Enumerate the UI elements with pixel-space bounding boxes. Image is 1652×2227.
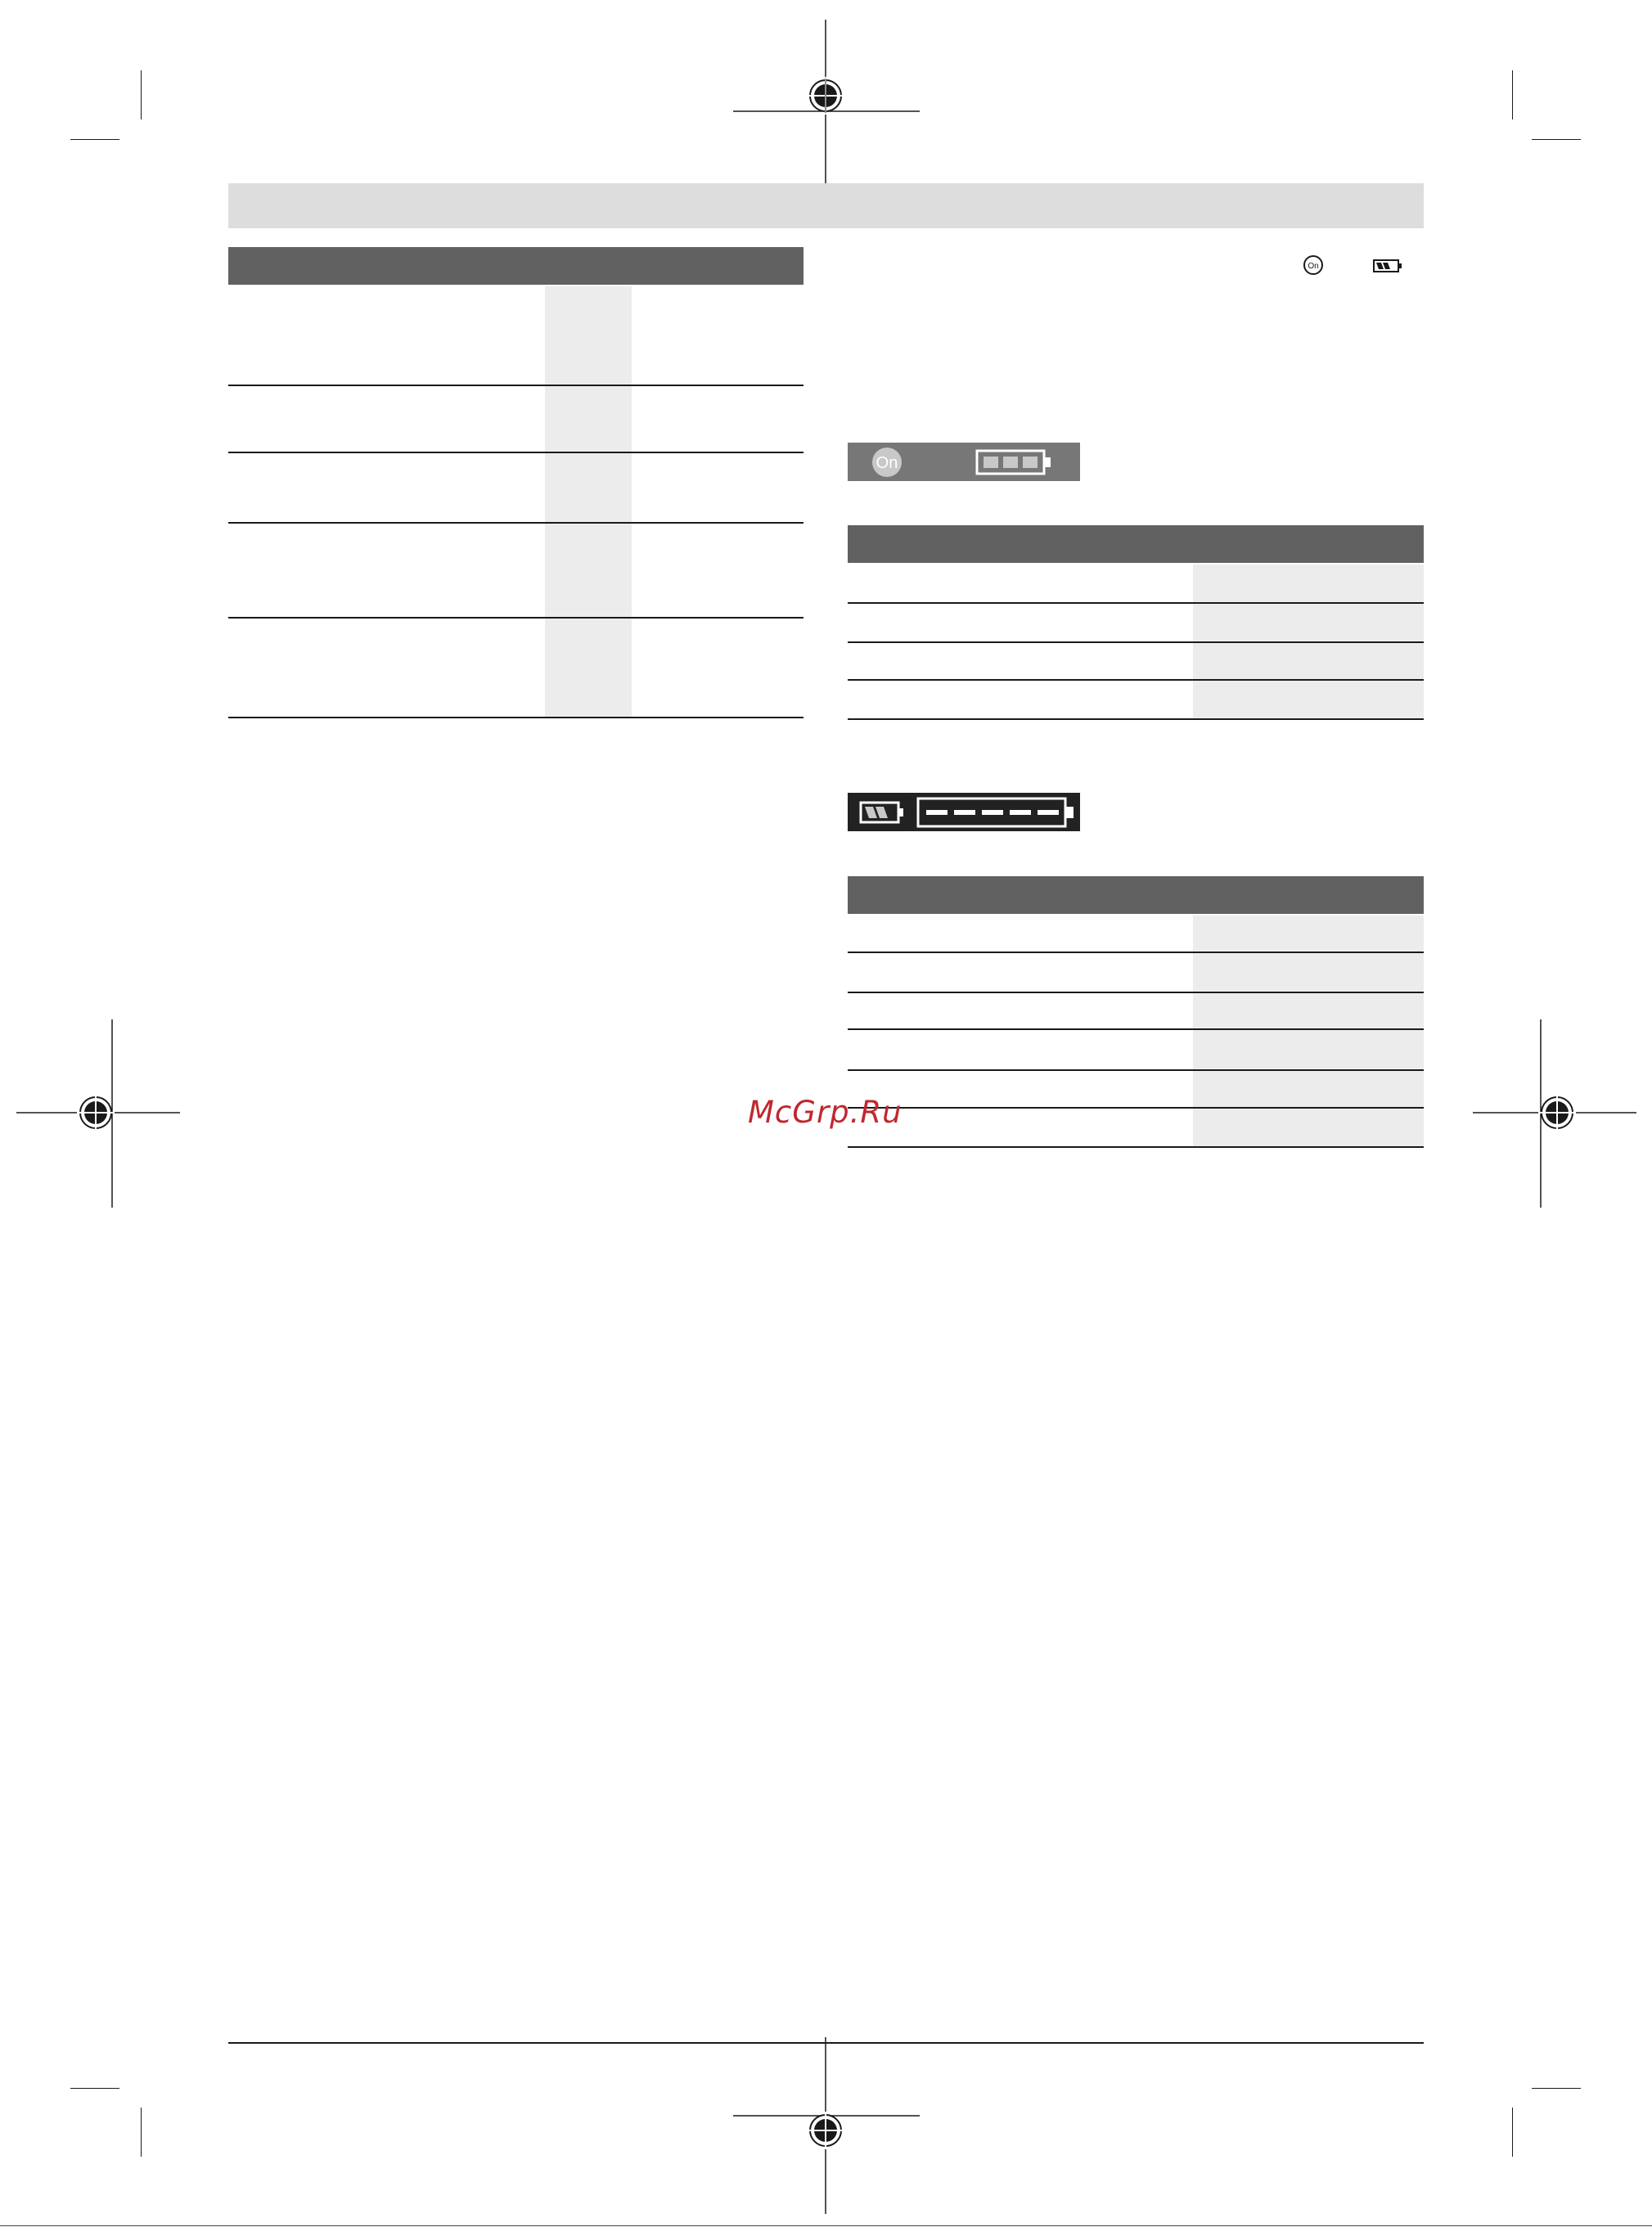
crop-mark [1532, 139, 1581, 140]
crop-mark [1532, 2088, 1581, 2089]
table-header [228, 247, 803, 285]
registration-mark-icon [733, 20, 920, 196]
table-row-divider [228, 717, 803, 718]
crop-mark [141, 70, 142, 119]
battery-display-icon [916, 797, 1077, 828]
footer-rule [228, 2042, 1424, 2044]
registration-mark-icon [16, 1019, 180, 1208]
page-header-band [228, 183, 1424, 228]
table-row-divider [228, 452, 803, 453]
crop-mark [0, 2225, 1652, 2226]
table-row-divider [848, 952, 1424, 953]
table-row-divider [228, 385, 803, 386]
crop-mark [1512, 2108, 1513, 2157]
battery-status-icon [859, 801, 905, 824]
watermark: McGrp.Ru [748, 1095, 903, 1130]
battery-display-icon [975, 449, 1054, 475]
table-row-divider [848, 992, 1424, 993]
table-header [848, 525, 1424, 563]
table-row-divider [228, 617, 803, 619]
on-symbol-icon [1303, 254, 1324, 276]
registration-mark-icon [733, 2037, 920, 2214]
table-shaded-column [1193, 916, 1424, 1148]
right-table-2 [848, 876, 1424, 1149]
table-row-divider [848, 602, 1424, 604]
display-on-panel [848, 443, 1080, 481]
left-table [228, 247, 803, 718]
display-battery-panel [848, 793, 1080, 831]
battery-status-icon [1373, 259, 1402, 273]
on-label: On [876, 454, 898, 472]
table-row-divider [848, 679, 1424, 681]
table-row-divider [228, 522, 803, 524]
table-row-divider [848, 1107, 1424, 1109]
right-table-1 [848, 525, 1424, 722]
table-row-divider [848, 718, 1424, 720]
table-header [848, 876, 1424, 914]
table-row-divider [848, 1069, 1424, 1071]
table-shaded-column [545, 286, 632, 717]
crop-mark [141, 2108, 142, 2157]
table-row-divider [848, 641, 1424, 643]
svg-text:On: On [1308, 262, 1319, 271]
table-row-divider [848, 1146, 1424, 1148]
crop-mark [70, 139, 119, 140]
crop-mark [1512, 70, 1513, 119]
registration-mark-icon [1473, 1019, 1636, 1208]
table-row-divider [848, 1028, 1424, 1030]
crop-mark [70, 2088, 119, 2089]
